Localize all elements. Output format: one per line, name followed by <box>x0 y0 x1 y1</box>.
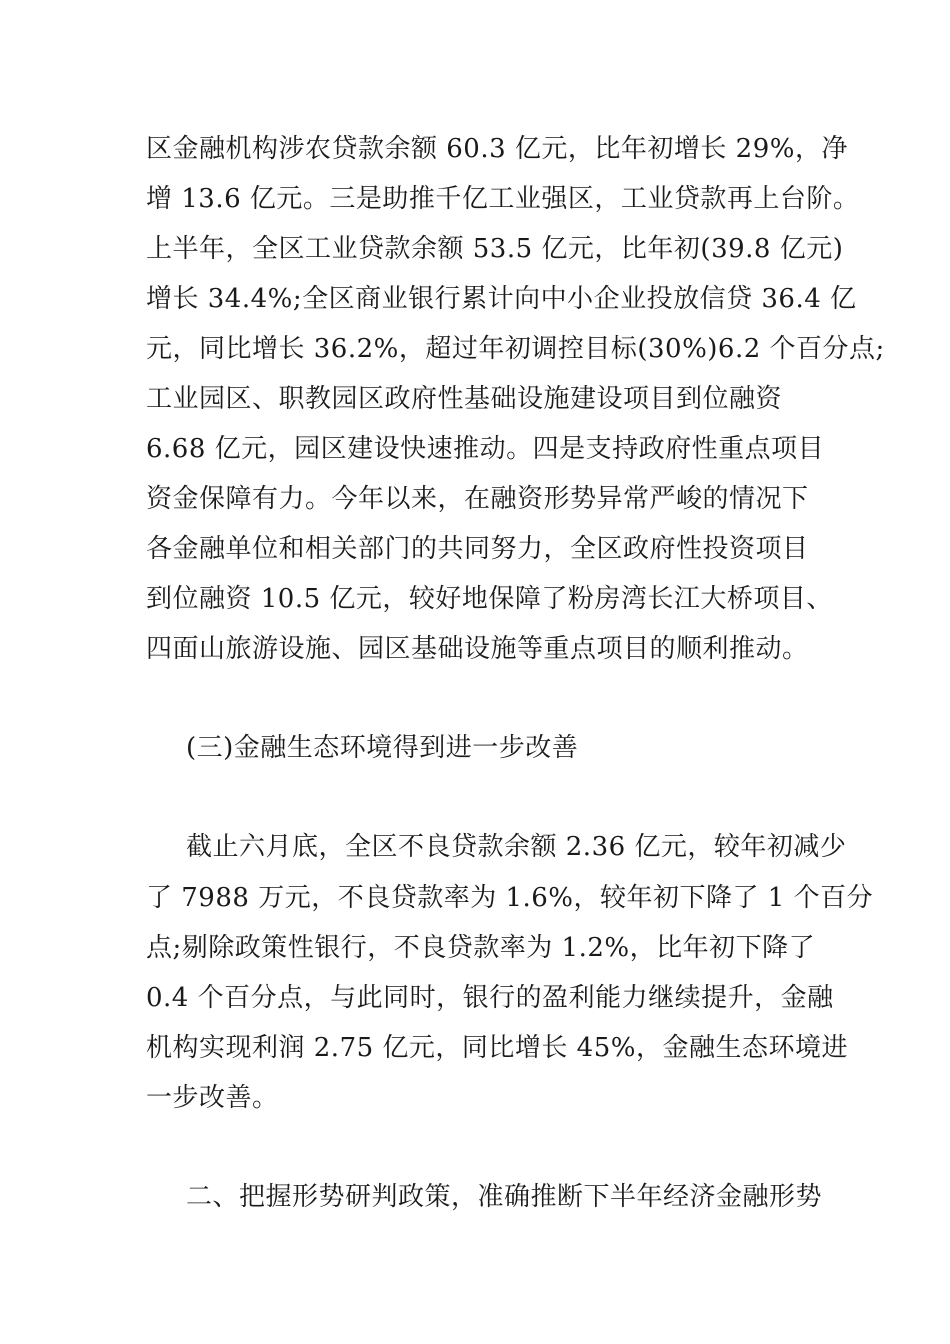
text-line: 了 7988 万元，不良贷款率为 1.6%，较年初下降了 1 个百分 <box>146 883 874 913</box>
text-line: 一步改善。 <box>146 1083 279 1113</box>
text-line: 区金融机构涉农贷款余额 60.3 亿元，比年初增长 29%，净 <box>146 134 848 164</box>
text-line: 四面山旅游设施、园区基础设施等重点项目的顺利推动。 <box>146 634 809 664</box>
text-line: 元，同比增长 36.2%，超过年初调控目标(30%)6.2 个百分点; <box>146 334 885 364</box>
text-line: 6.68 亿元，园区建设快速推动。四是支持政府性重点项目 <box>146 434 825 464</box>
text-line: 截止六月底，全区不良贷款余额 2.36 亿元，较年初减少 <box>186 832 847 862</box>
text-line: 增长 34.4%;全区商业银行累计向中小企业投放信贷 36.4 亿 <box>146 284 857 314</box>
text-line: 工业园区、职教园区政府性基础设施建设项目到位融资 <box>146 384 783 414</box>
chapter-heading: 二、把握形势研判政策，准确推断下半年经济金融形势 <box>186 1182 823 1212</box>
text-line: 机构实现利润 2.75 亿元，同比增长 45%，金融生态环境进 <box>146 1033 848 1063</box>
text-line: 各金融单位和相关部门的共同努力，全区政府性投资项目 <box>146 534 809 564</box>
text-line: 增 13.6 亿元。三是助推千亿工业强区，工业贷款再上台阶。 <box>146 184 860 214</box>
text-line: 资金保障有力。今年以来，在融资形势异常严峻的情况下 <box>146 484 809 514</box>
section-heading: (三)金融生态环境得到进一步改善 <box>186 733 579 763</box>
text-line: 到位融资 10.5 亿元，较好地保障了粉房湾长江大桥项目、 <box>146 584 833 614</box>
text-line: 点;剔除政策性银行，不良贷款率为 1.2%，比年初下降了 <box>146 933 816 963</box>
text-line: 0.4 个百分点，与此同时，银行的盈利能力继续提升，金融 <box>146 983 834 1013</box>
text-line: 上半年，全区工业贷款余额 53.5 亿元，比年初(39.8 亿元) <box>146 234 844 264</box>
